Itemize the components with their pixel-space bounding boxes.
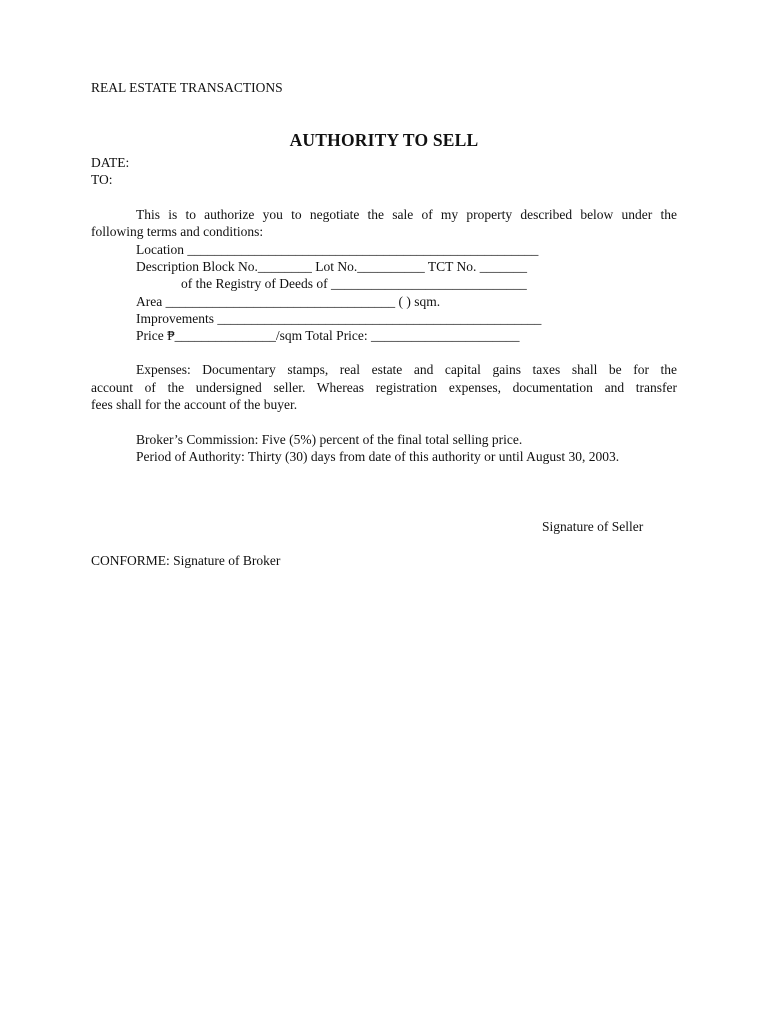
area-field: Area __________________________________ ( ) sqm. (136, 294, 441, 309)
conforme-broker-label: CONFORME: Signature of Broker (91, 553, 281, 568)
registry-field: of the Registry of Deeds of _____________________________ (181, 276, 527, 291)
expenses-line-1: Expenses: Documentary stamps, real estate and capital gains taxes shall be for the (136, 362, 677, 377)
improvements-field: Improvements ________________________________________________ (136, 311, 542, 326)
document-title: AUTHORITY TO SELL (289, 130, 479, 150)
intro-line-2: following terms and conditions: (91, 224, 264, 239)
broker-commission: Broker’s Commission: Five (5%) percent of the final total selling price. (136, 432, 523, 447)
date-label: DATE: (91, 155, 130, 170)
price-field: Price ₱_______________/sqm Total Price: ______________________ (136, 328, 520, 343)
expenses-line-2: account of the undersigned seller. Whereas registration expenses, documentation and transfer (91, 380, 677, 395)
seller-signature-label: Signature of Seller (542, 519, 644, 534)
description-field: Description Block No.________ Lot No.__________ TCT No. _______ (136, 259, 527, 274)
period-of-authority: Period of Authority: Thirty (30) days from date of this authority or until August 30, 2003. (136, 449, 620, 464)
location-field: Location ____________________________________________________ (136, 242, 539, 257)
intro-line-1: This is to authorize you to negotiate the sale of my property described below under the (136, 207, 677, 222)
section-header: REAL ESTATE TRANSACTIONS (91, 80, 283, 95)
to-label: TO: (91, 172, 113, 187)
expenses-line-3: fees shall for the account of the buyer. (91, 397, 298, 412)
